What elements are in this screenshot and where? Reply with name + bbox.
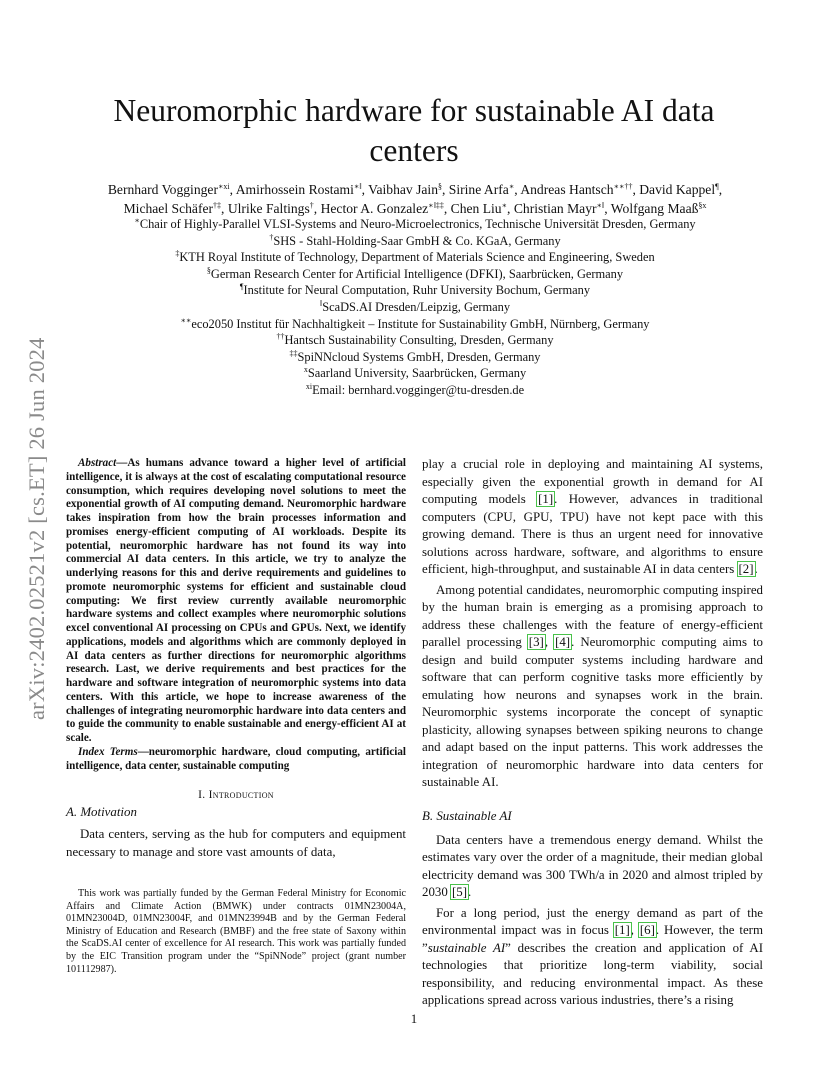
author-name: Christian Mayr (513, 201, 597, 216)
paragraph (422, 905, 763, 1010)
affiliation-mark: § (206, 265, 211, 275)
text-run: . Neuromorphic computing aims to design and build computer systems including hardware and software that can perform cognitive tasks more efficiently by emulating how neurons and synapses work in the brain. Neuromorphic systems incorporate the concept of synaptic plasticity, allowing synapses between spiking neurons to change and adapt based on the input patterns. This work addresses the integration of neuromorphic hardware into data centers for sustainable AI. (422, 635, 764, 789)
affiliation-item (60, 349, 770, 366)
affiliation-mark: ∗∗ (180, 315, 192, 325)
text-run: Data centers have a tremendous energy demand. Whilst the estimates vary over the order of a magnitude, their median global electricity demand was 300 TWh/a in 2020 and almost tripled by 2030 (422, 832, 763, 899)
arxiv-side-stamp: arXiv:2402.02521v2 [cs.ET] 26 Jun 2024 (24, 337, 49, 721)
author-list (60, 180, 770, 218)
affiliation-mark: † (269, 232, 274, 242)
motivation-paragraph: Data centers, serving as the hub for computers and equipment necessary to manage and store vast amounts of data, (66, 827, 406, 859)
author-marks: § (438, 182, 442, 191)
author-name: Ulrike Faltings (227, 201, 310, 216)
author-marks: ∗ (501, 201, 508, 210)
affiliation-mark: ‡ (175, 249, 180, 259)
affiliation-text: Email: bernhard.vogginger@tu-dresden.de (312, 382, 525, 397)
affiliation-list (60, 216, 770, 399)
affiliation-mark: ∗ (134, 216, 140, 225)
affiliation-text: German Research Center for Artificial Intelligence (DFKI), Saarbrücken, Germany (210, 266, 624, 281)
affiliation-mark: ‖ (319, 298, 323, 308)
citation-link[interactable]: [6] (639, 923, 655, 937)
text-run: , (544, 635, 555, 649)
affiliation-item (60, 266, 770, 283)
text-run: ” describes the creation and application of AI technologies that prioritize long-term viability, social responsibility, and reducing environmental impact. As these applications spread across various industries, there’s a rising (422, 940, 763, 1007)
author-marks: ∗ (508, 182, 515, 191)
abstract (66, 457, 406, 746)
affiliation-item (60, 216, 770, 233)
author-marks: ∗‖ (353, 182, 362, 191)
author-name: Michael Schäfer (123, 201, 214, 216)
author-name: Vaibhav Jain (368, 182, 438, 197)
author-name: Wolfgang Maaß (610, 201, 699, 216)
abstract-label: Abstract (78, 457, 117, 469)
right-column (422, 456, 763, 1010)
affiliation-text: Saarland University, Saarbrücken, Germany (307, 366, 527, 381)
citation-link[interactable]: [4] (555, 635, 571, 649)
page-number: 1 (410, 1012, 418, 1026)
affiliation-item (60, 249, 770, 266)
affiliation-mark: xi (305, 381, 313, 391)
author-line-1: Bernhard Vogginger$^{∗xi}$, Amirhossein Rostami∗‖, Vaibhav Jain§, Sirine Arfa∗, Andreas Hantsch∗∗††, David Kappel¶, (107, 182, 723, 197)
author-marks: ¶ (715, 182, 719, 191)
affiliation-text: eco2050 Institut für Nachhaltigkeit – Institute for Sustainability GmbH, Nürnberg, Germany (191, 316, 650, 331)
affiliation-text: SpiNNcloud Systems GmbH, Dresden, Germany (297, 349, 541, 364)
affiliation-text: Hantsch Sustainability Consulting, Dresden, Germany (284, 333, 554, 348)
author-name: David Kappel (639, 182, 716, 197)
citation-link[interactable]: [5] (452, 885, 468, 899)
emphasized-term: sustainable AI (427, 940, 506, 955)
author-marks: ∗∗†† (613, 182, 633, 191)
text-run: , (630, 923, 639, 937)
affiliation-mark: †† (276, 332, 285, 342)
author-name: Bernhard Vogginger (107, 182, 218, 197)
index-terms-label: Index Terms (78, 745, 138, 758)
paragraph (422, 582, 763, 792)
left-column (66, 457, 406, 861)
text-run: For a long period, just the energy demand as part of the environmental impact was in focus (422, 905, 763, 937)
citation-link[interactable]: [1] (614, 923, 630, 937)
author-name: Sirine Arfa (448, 182, 509, 197)
author-marks: ∗‖‡‡ (428, 201, 444, 210)
affiliation-mark: ‡‡ (289, 348, 298, 358)
affiliation-text: ScaDS.AI Dresden/Leipzig, Germany (322, 299, 511, 314)
index-terms (66, 746, 406, 774)
affiliation-item (60, 365, 770, 382)
author-name: Amirhossein Rostami (235, 182, 354, 197)
affiliation-text: KTH Royal Institute of Technology, Department of Materials Science and Engineering, Sweden (179, 250, 655, 265)
author-line-2: Michael Schäfer†‡, Ulrike Faltings†, Hector A. Gonzalez∗‖‡‡, Chen Liu∗, Christian Mayr∗‖, Wolfgang Maaß$^{\S x}$ (123, 201, 707, 216)
text-run: . (754, 562, 758, 576)
section-heading (66, 789, 406, 801)
author-name: Hector A. Gonzalez (320, 201, 429, 216)
text-run: play a crucial role in deploying and maintaining AI systems, especially given the exponential growth in demand for AI computing models (422, 457, 763, 506)
affiliation-item (60, 332, 770, 349)
author-marks: ∗xi (217, 182, 230, 191)
paragraph (422, 456, 763, 579)
author-name: Andreas Hantsch (520, 182, 614, 197)
affiliation-text: Institute for Neural Computation, Ruhr University Bochum, Germany (243, 283, 591, 298)
author-marks: †‡ (213, 201, 222, 210)
section-number: I. (198, 789, 206, 802)
paragraph (422, 832, 763, 902)
author-marks: §x (698, 201, 707, 210)
affiliation-item (60, 299, 770, 316)
funding-footnote: This work was partially funded by the German Federal Ministry for Economic Affairs and Climate Action (BMWK) under contracts 01MN23004A, 01MN23004D, 01MN23004F, and 01MN23994B and by the German Federal Ministry of Education and Research (BMBF) and the free state of Saxony within the ScaDS.AI center of excellence for AI research. This work was partially funded by the EIC Transition program under the “SpiNNode” project (grant number 101112987). (66, 888, 406, 975)
author-marks: † (309, 201, 314, 210)
paper-title: Neuromorphic hardware for sustainable AI data centers (113, 93, 715, 169)
affiliation-text: Chair of Highly-Parallel VLSI-Systems and Neuro-Microelectronics, Technische Universität Dresden, Germany (139, 217, 696, 231)
affiliation-mark: x (303, 365, 308, 375)
affiliation-item (60, 382, 770, 399)
citation-link[interactable]: [3] (528, 635, 544, 649)
text-run: . However, the term ” (422, 923, 763, 955)
affiliation-item (60, 282, 770, 299)
author-marks: ∗‖ (596, 201, 605, 210)
section-title: Introduction (208, 789, 274, 802)
citation-link[interactable]: [2] (738, 562, 754, 576)
text-run: . However, advances in traditional computers (CPU, GPU, TPU) have not kept pace with this growing demand. There is thus an urgent need for innovative solutions across hardware, software, and algorithms to ensure efficient, high-throughput, and sustainable AI in data centers (422, 492, 764, 576)
citation-link[interactable]: [1] (538, 492, 554, 506)
abstract-text: —As humans advance toward a higher level of artificial intelligence, it is always at the cost of escalating computational resource consumption, which requires developing novel solutions to meet the exponential growth of AI computing demand. Neuromorphic hardware takes inspiration from how the brain processes information and promises energy-efficient computing of AI workloads. Despite its potential, neuromorphic hardware has not found its way into commercial AI data centers. In this article, we try to analyze the underlying reasons for this and derive requirements and guidelines to promote neuromorphic systems for efficient and sustainable cloud computing: We first review currently available neuromorphic hardware systems and collect examples where neuromorphic solutions excel conventional AI processing on CPUs and GPUs. Next, we identify applications, models and algorithms which are commonly deployed in AI data centers as further directions for neuromorphic algorithms research. Last, we derive requirements and best practices for the hardware and software integration of neuromorphic systems into data centers. With this article, we hope to increase awareness of the challenges of integrating neuromorphic hardware into data centers and to guide the community to enable sustainable and energy-efficient AI at scale. (66, 457, 406, 744)
affiliation-text: SHS - Stahl-Holding-Saar GmbH & Co. KGaA, Germany (273, 233, 561, 248)
affiliation-mark: ¶ (239, 282, 244, 292)
author-name: Chen Liu (450, 201, 502, 216)
affiliation-item (60, 233, 770, 250)
subsection-heading-motivation: A. Motivation (66, 805, 137, 820)
text-run: . (468, 885, 472, 899)
affiliation-item (60, 316, 770, 333)
subsection-heading-sustainable-ai: B. Sustainable AI (422, 808, 512, 823)
text-run: Among potential candidates, neuromorphic computing inspired by the human brain is emerging as a promising approach to address these challenges with the feature of energy-efficient parallel processing (422, 582, 763, 649)
index-terms-text: —neuromorphic hardware, cloud computing, artificial intelligence, data center, sustainable computing (66, 745, 406, 772)
